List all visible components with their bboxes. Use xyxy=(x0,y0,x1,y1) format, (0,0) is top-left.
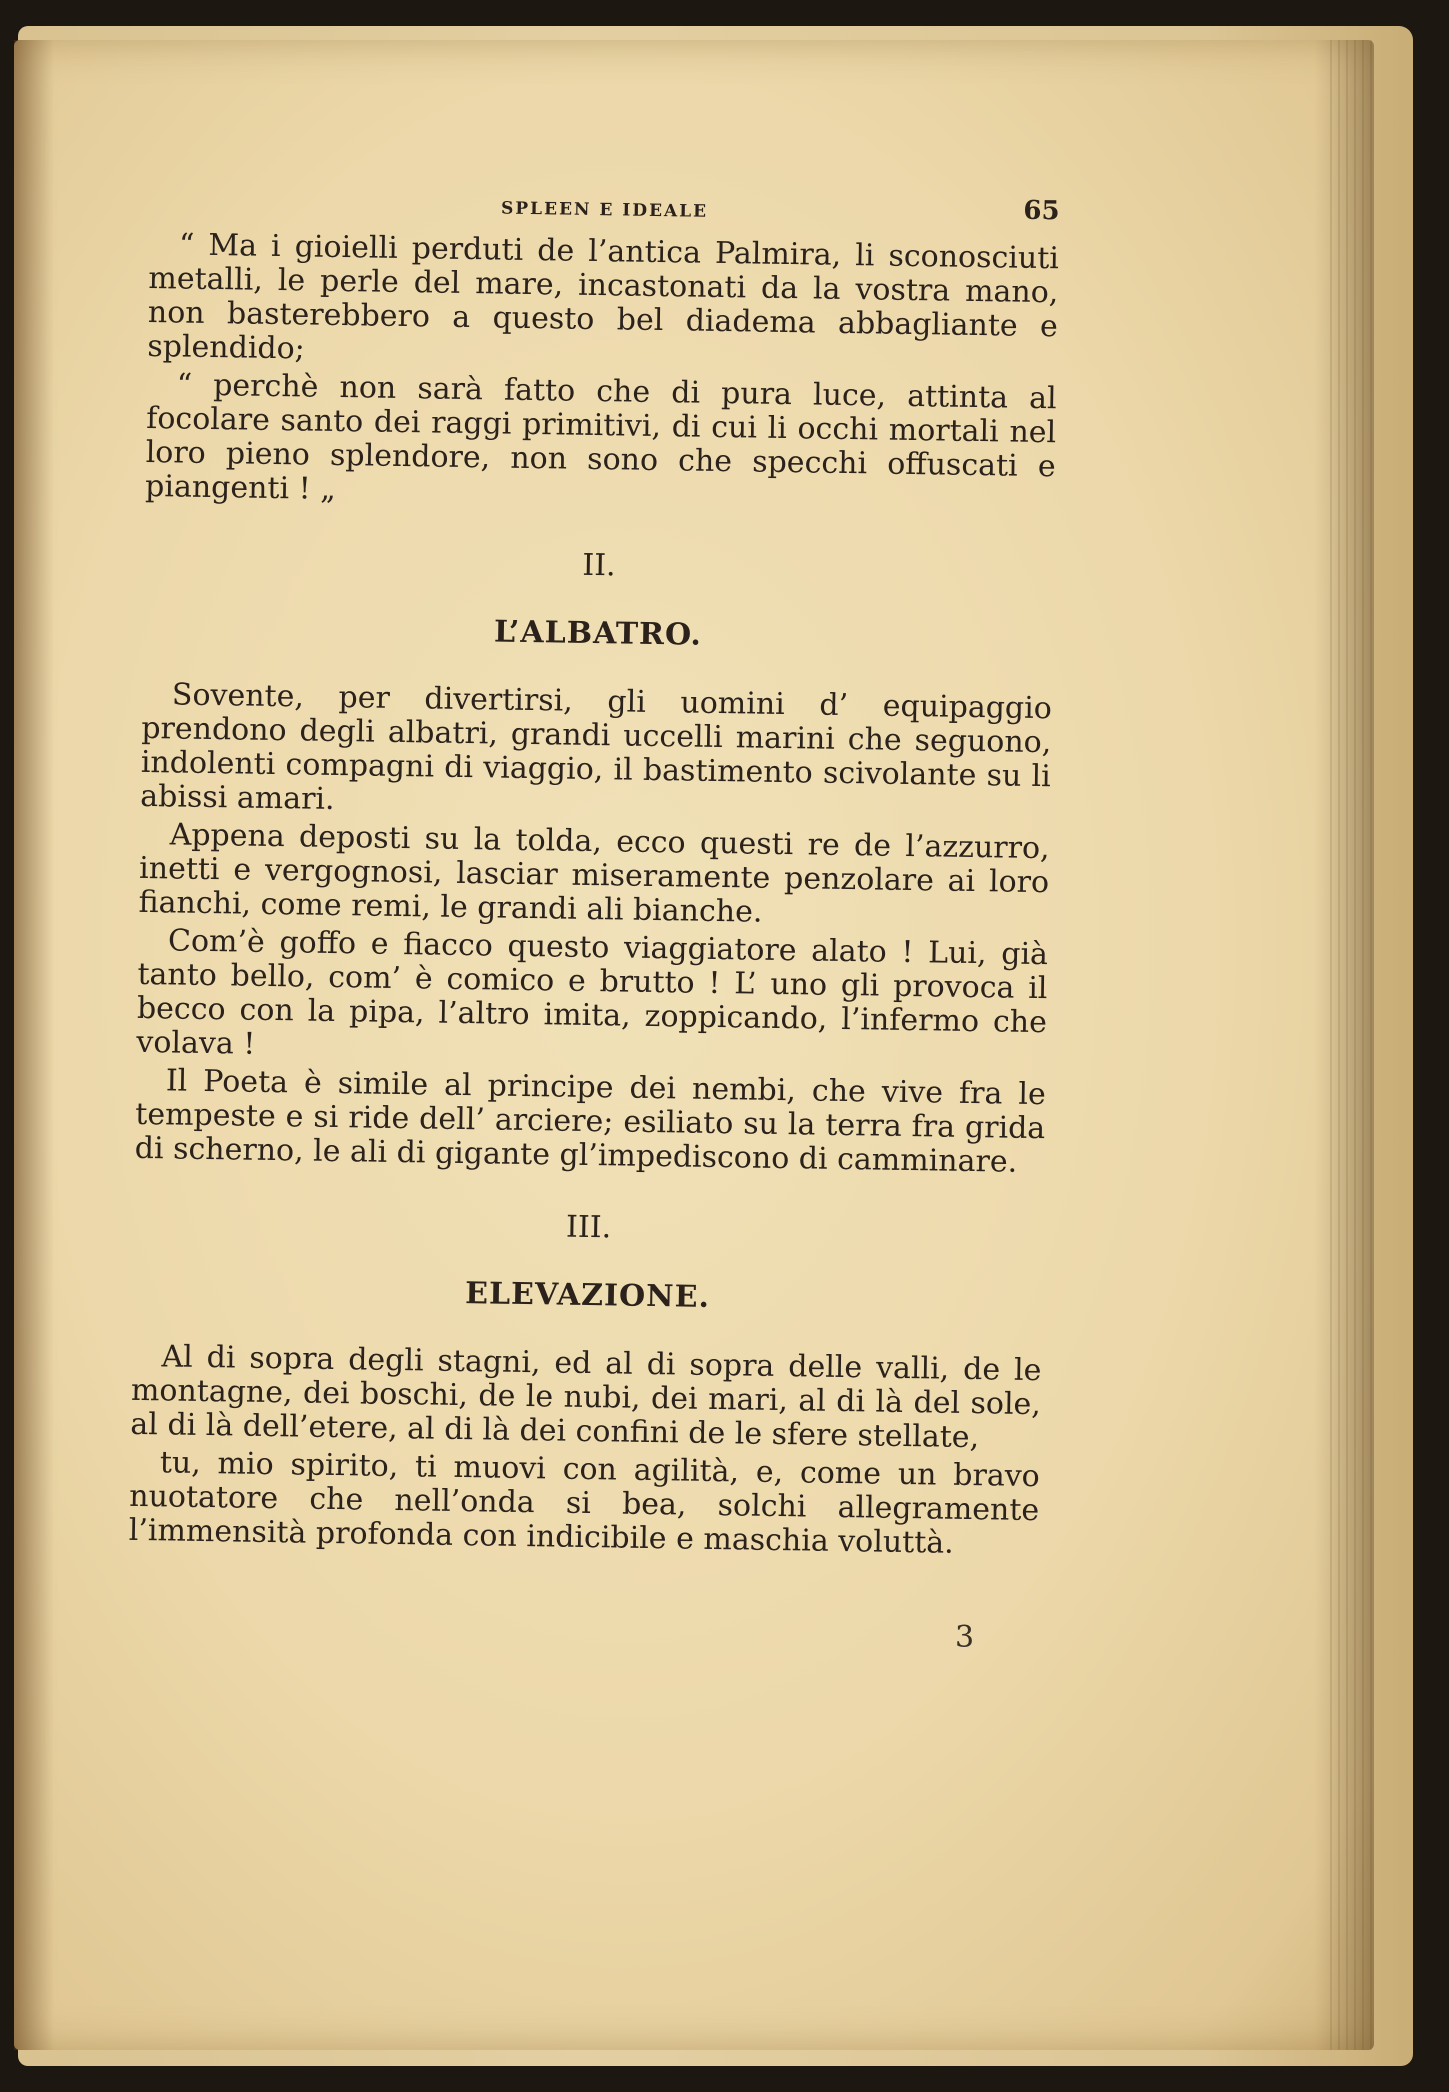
gutter-shadow xyxy=(14,40,54,2050)
section-number: II. xyxy=(582,547,616,584)
paragraph: Com’è goffo e fiacco questo viaggiatore alato ! Lui, già tanto bello, com’ è comico e brutto ! L’ uno gli provoca il becco con la pipa, l’altro imita, zoppicando, l’infermo che volava ! xyxy=(136,923,1049,1062)
section-title: ELEVAZIONE. xyxy=(464,1276,711,1315)
paragraph: “ perchè non sarà fatto che di pura luce, attinta al focolare santo dei raggi primitivi, di cui li occhi mortali nel loro pieno splendore, non sono che specchi offuscati e piangenti ! „ xyxy=(144,367,1057,507)
running-title: SPLEEN E IDEALE xyxy=(500,198,709,222)
page-number: 65 xyxy=(1023,195,1060,227)
paragraph: Appena deposti su la tolda, ecco questi re de l’azzurro, inetti e vergognosi, lasciar miseramente penzolare ai loro fianchi, come remi, le grandi ali bianche. xyxy=(138,817,1050,930)
page-edge-shadow xyxy=(1314,40,1374,2050)
paragraph: Il Poeta è simile al principe dei nembi, che vive fra le tempeste e si ride dell’ arciere; esiliato su la terra fra grida di scherno, le ali di gigante gl’impediscono di camminare. xyxy=(134,1063,1047,1180)
paragraph: Al di sopra degli stagni, ed al di sopra delle valli, de le montagne, dei boschi, de le nubi, dei mari, al di là del sole, al di là dell’etere, al di là dei confini de le sfere stellate, xyxy=(130,1339,1042,1456)
text-block xyxy=(128,180,1059,1566)
paragraph: “ Ma i gioielli perduti de l’antica Palmira, li sconosciuti metalli, le perle del mare, incastonati da la vostra mano, non basterebbero a questo bel diadema abbagliante e splendido; xyxy=(147,227,1060,367)
paragraph: tu, mio spirito, ti muovi con agilità, e, come un bravo nuotatore che nell’onda si bea, solchi allegramente l’immensità profonda con indicibile e maschia voluttà. xyxy=(128,1445,1041,1561)
section-number: III. xyxy=(565,1209,612,1246)
section-title: L’ALBATRO. xyxy=(493,614,703,653)
paragraph: Sovente, per divertirsi, gli uomini d’ equipaggio prendono degli albatri, grandi uccelli marini che seguono, indolenti compagni di viaggio, il bastimento scivolante su li abissi amari. xyxy=(140,677,1053,817)
signature-mark: 3 xyxy=(955,1620,975,1655)
